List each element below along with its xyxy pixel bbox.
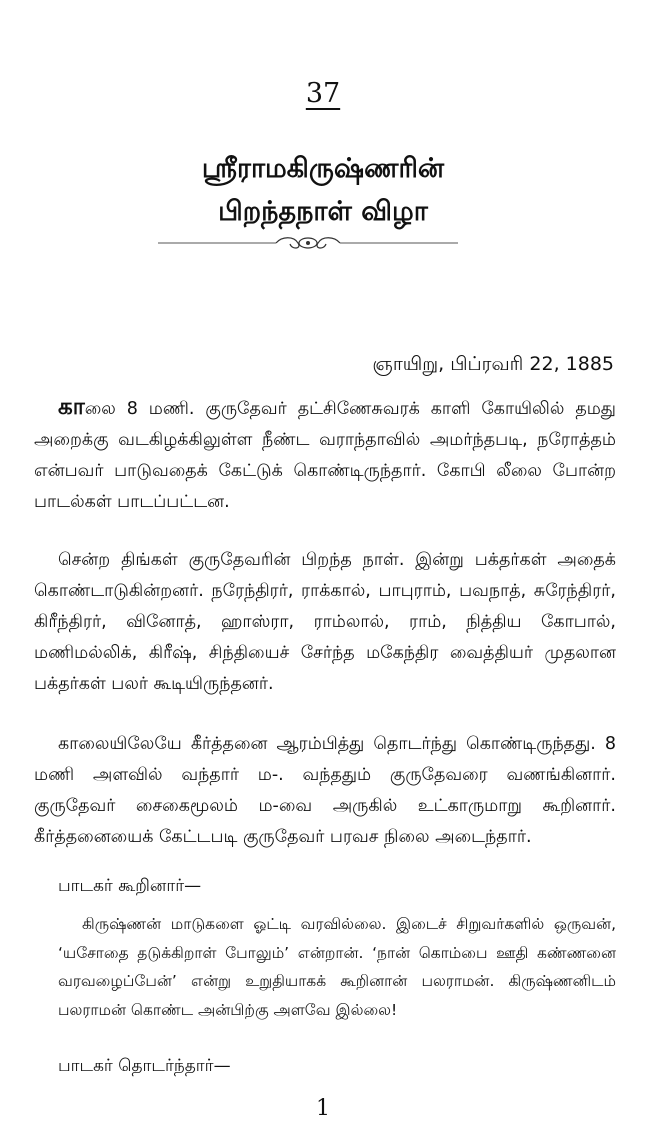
paragraph-3-text: காலையிலேயே கீர்த்தனை ஆரம்பித்து தொடர்ந்து கொண்டிருந்தது. 8 மணி அளவில் வந்தார் ம-. வந்ததும் குருதேவரை வணங்கினார். குருதேவர் சைகைமூலம் ம-வை அருகில் உட்காருமாறு கூறினார். கீர்த்தனையைக் கேட்டபடி குருதேவர் பரவச நிலை அடைந்தார்.	[34, 734, 616, 847]
drop-cap: கா	[58, 394, 85, 420]
entry-date: ஞாயிறு, பிப்ரவரி 22, 1885	[372, 353, 614, 375]
chapter-number	[0, 78, 646, 109]
paragraph-3	[34, 729, 616, 853]
paragraph-2	[34, 545, 616, 700]
chapter-title-line1: ஸ்ரீராமகிருஷ்ணரின்	[201, 153, 445, 184]
chapter-title-line2: பிறந்தநாள் விழா	[218, 196, 428, 227]
speaker-line-1: பாடகர் கூறினார்—	[58, 876, 202, 896]
song-quote	[58, 910, 616, 1024]
song-quote-text: கிருஷ்ணன் மாடுகளை ஓட்டி வரவில்லை. இடைச் சிறுவர்களில் ஒருவன், ‘யசோதை தடுக்கிறாள் போலும்’ என்றான். ‘நான் கொம்பை ஊதி கண்ணனை வரவழைப்பேன்’ என்று உறுதியாகக் கூறினான் பலராமன். கிருஷ்ணனிடம் பலராமன் கொண்ட அன்பிற்கு அளவே இல்லை!	[58, 915, 616, 1019]
paragraph-2-text: சென்ற திங்கள் குருதேவரின் பிறந்த நாள். இன்று பக்தர்கள் அதைக் கொண்டாடுகின்றனர். நரேந்திரர், ராக்கால், பாபுராம், பவநாத், சுரேந்திரர், கிரீந்திரர், வினோத், ஹாஸ்ரா, ராம்லால், ராம், நித்திய கோபால், மணிமல்லிக், கிரீஷ், சிந்தியைச் சேர்ந்த மகேந்திர வைத்தியர் முதலான பக்தர்கள் பலர் கூடியிருந்தனர்.	[34, 550, 616, 694]
page-number: 1	[316, 1096, 330, 1121]
speaker-line-2: பாடகர் தொடர்ந்தார்—	[58, 1056, 231, 1076]
paragraph-1	[34, 392, 616, 518]
chapter-number-text: 37	[305, 78, 341, 109]
paragraph-1-text: லை 8 மணி. குருதேவர் தட்சிணேசுவரக் காளி கோயிலில் தமது அறைக்கு வடகிழக்கிலுள்ள நீண்ட வராந்தாவில் அமர்ந்தபடி, நரோத்தம் என்பவர் பாடுவதைக் கேட்டுக் கொண்டிருந்தார். கோபி லீலை போன்ற பாடல்கள் பாடப்பட்டன.	[34, 399, 616, 512]
ornament-divider-icon	[158, 232, 458, 254]
